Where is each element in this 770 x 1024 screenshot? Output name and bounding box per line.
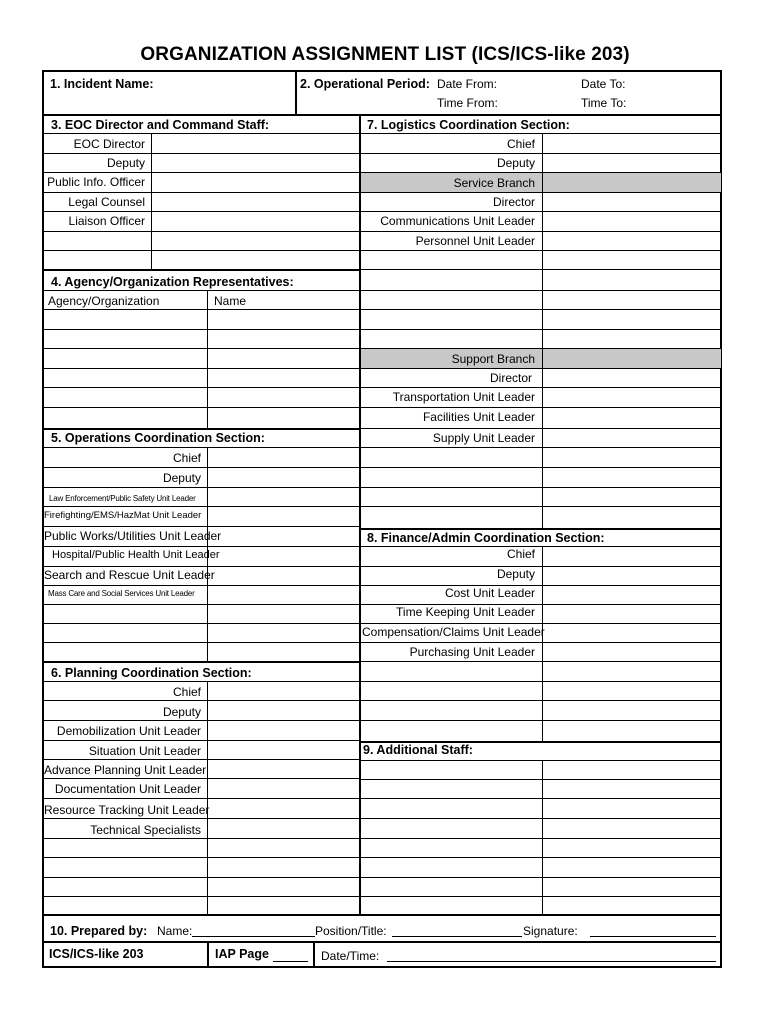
row-rule [42, 661, 360, 663]
row-rule [42, 153, 360, 154]
row-rule [42, 798, 360, 799]
row-rule [360, 506, 722, 507]
role-label: Chief [506, 137, 535, 151]
section-6-heading: 6. Planning Coordination Section: [51, 666, 252, 680]
row-rule [42, 857, 360, 858]
role-label: Liaison Officer [68, 214, 145, 228]
role-label: Personnel Unit Leader [415, 234, 535, 248]
row-rule [42, 759, 360, 760]
row-rule [360, 231, 722, 232]
name-label: Name: [157, 924, 193, 938]
role-label: Firefighting/EMS/HazMat Unit Leader [44, 510, 202, 521]
role-label: EOC Director [73, 137, 145, 151]
row-rule [42, 740, 360, 741]
row-rule [42, 309, 360, 310]
role-label: Deputy [162, 705, 201, 719]
row-rule [42, 172, 360, 173]
row-rule [42, 428, 360, 430]
prepared-by-label: 10. Prepared by: [50, 924, 148, 938]
role-label: Time Keeping Unit Leader [396, 605, 535, 619]
date-from-label: Date From: [437, 77, 498, 91]
role-label: Deputy [106, 156, 145, 170]
role-label: Compensation/Claims Unit Leader [362, 625, 545, 639]
role-label: Director [492, 195, 535, 209]
role-label: Hospital/Public Health Unit Leader [52, 549, 220, 561]
row-rule [42, 250, 360, 251]
divider [542, 133, 543, 528]
position-label: Position/Title: [315, 924, 387, 938]
row-rule [42, 269, 360, 271]
row-rule [42, 192, 360, 193]
signature-label: Signature: [523, 924, 578, 938]
row-rule [42, 387, 360, 388]
role-label: Legal Counsel [68, 195, 145, 209]
row-rule [360, 211, 722, 212]
section-7-heading: 7. Logistics Coordination Section: [367, 118, 570, 132]
role-label: Public Works/Utilities Unit Leader [44, 529, 222, 543]
row-rule [42, 290, 360, 291]
column-divider [359, 114, 361, 914]
row-rule [42, 585, 360, 586]
row-rule [42, 546, 360, 547]
row-rule [42, 623, 360, 624]
row-rule [42, 642, 360, 643]
row-rule [42, 877, 360, 878]
row-rule [360, 250, 722, 251]
role-label: Technical Specialists [90, 823, 201, 837]
row-rule [360, 623, 722, 624]
divider [151, 133, 152, 269]
divider [207, 681, 208, 914]
row-rule [360, 269, 722, 270]
divider [42, 941, 722, 943]
role-label: Deputy [162, 471, 201, 485]
row-rule [42, 231, 360, 232]
role-label: Mass Care and Social Services Unit Leader [48, 589, 195, 598]
row-rule [360, 133, 722, 134]
row-rule [360, 760, 722, 761]
role-label: Demobilization Unit Leader [56, 724, 201, 738]
row-rule [360, 467, 722, 468]
row-rule [42, 133, 360, 134]
role-label: Supply Unit Leader [432, 431, 535, 445]
form-title: ORGANIZATION ASSIGNMENT LIST (ICS/ICS-like 203) [140, 44, 630, 65]
row-rule [360, 428, 722, 429]
role-label: Search and Rescue Unit Leader [44, 568, 215, 582]
role-label: Transportation Unit Leader [392, 390, 535, 404]
time-to-label: Time To: [581, 96, 627, 110]
role-label: Facilities Unit Leader [422, 410, 535, 424]
datetime-label: Date/Time: [321, 949, 380, 963]
role-label: Director [489, 371, 532, 385]
role-label: Cost Unit Leader [444, 586, 535, 600]
role-label: Documentation Unit Leader [54, 782, 201, 796]
row-rule [42, 467, 360, 468]
row-rule [42, 329, 360, 330]
row-rule [360, 779, 722, 780]
row-rule [360, 720, 722, 721]
role-label: Chief [172, 451, 201, 465]
divider [295, 70, 297, 114]
role-label: Purchasing Unit Leader [409, 645, 535, 659]
row-rule [360, 838, 722, 839]
incident-name-label: 1. Incident Name: [50, 77, 154, 91]
section-4-heading: 4. Agency/Organization Representatives: [51, 275, 294, 289]
role-label: Chief [172, 685, 201, 699]
row-rule [360, 407, 722, 408]
row-rule [360, 387, 722, 388]
row-rule [42, 681, 360, 682]
divider [207, 941, 209, 968]
section-3-heading: 3. EOC Director and Command Staff: [51, 118, 270, 132]
role-label: Deputy [496, 567, 535, 581]
divider [42, 914, 722, 916]
row-rule [360, 309, 722, 310]
row-rule [360, 661, 722, 662]
row-rule [360, 528, 722, 530]
section-9-heading: 9. Additional Staff: [363, 743, 473, 757]
operational-period-label: 2. Operational Period: [300, 77, 430, 91]
row-rule [360, 877, 722, 878]
role-label: Advance Planning Unit Leader [44, 763, 207, 777]
row-rule [360, 700, 722, 701]
time-from-label: Time From: [437, 96, 498, 110]
row-rule [360, 896, 722, 897]
row-rule [360, 642, 722, 643]
divider [313, 941, 315, 968]
datetime-line[interactable] [387, 961, 716, 962]
role-label: Communications Unit Leader [380, 214, 535, 228]
row-rule [42, 778, 360, 779]
row-rule [42, 368, 360, 369]
row-rule [360, 798, 722, 799]
role-label: Service Branch [453, 176, 535, 190]
row-rule [360, 857, 722, 858]
position-line[interactable] [392, 936, 522, 937]
row-rule [360, 447, 722, 448]
role-label: Chief [506, 547, 535, 561]
row-rule [42, 604, 360, 605]
row-rule [42, 506, 360, 507]
form-id-label: ICS/ICS-like 203 [49, 947, 144, 961]
role-label: Deputy [496, 156, 535, 170]
signature-line[interactable] [590, 936, 716, 937]
row-rule [360, 818, 722, 819]
row-rule [42, 896, 360, 897]
role-label: Situation Unit Leader [88, 744, 201, 758]
section-8-heading: 8. Finance/Admin Coordination Section: [367, 531, 605, 545]
agency-column-header: Agency/Organization [48, 294, 160, 308]
date-to-label: Date To: [581, 77, 626, 91]
service-branch-shade [543, 173, 721, 192]
name-line[interactable] [192, 936, 315, 937]
divider [542, 546, 543, 741]
row-rule [42, 818, 360, 819]
row-rule [360, 290, 722, 291]
iap-page-line[interactable] [273, 961, 308, 962]
row-rule [42, 348, 360, 349]
role-label: Resource Tracking Unit Leader [44, 803, 210, 817]
row-rule [42, 526, 360, 527]
row-rule [360, 329, 722, 330]
row-rule [42, 838, 360, 839]
row-rule [42, 566, 360, 567]
role-label: Support Branch [451, 352, 535, 366]
divider [207, 290, 208, 428]
row-rule [42, 407, 360, 408]
row-rule [42, 211, 360, 212]
row-rule [360, 192, 722, 193]
role-label: Public Info. Officer [47, 175, 145, 189]
row-rule [360, 153, 722, 154]
name-column-header: Name [214, 294, 247, 308]
row-rule [360, 368, 722, 369]
section-5-heading: 5. Operations Coordination Section: [51, 431, 265, 445]
role-label: Law Enforcement/Public Safety Unit Leader [49, 494, 196, 503]
row-rule [42, 447, 360, 448]
divider [542, 760, 543, 914]
divider [42, 114, 722, 116]
row-rule [360, 487, 722, 488]
iap-page-label: IAP Page [215, 947, 269, 961]
support-branch-shade [543, 349, 721, 368]
row-rule [42, 700, 360, 701]
row-rule [360, 681, 722, 682]
row-rule [42, 487, 360, 488]
row-rule [42, 720, 360, 721]
